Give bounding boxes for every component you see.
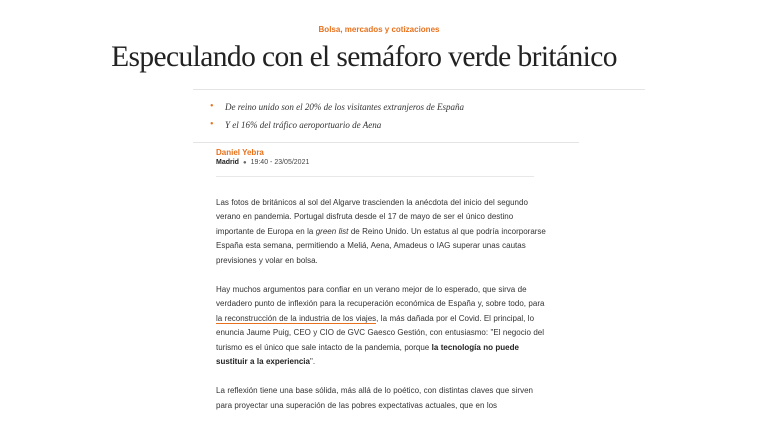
paragraph-text: ". bbox=[309, 357, 316, 367]
divider bbox=[216, 176, 534, 177]
summary-bullet bbox=[210, 118, 464, 136]
section-label[interactable]: Bolsa, mercados y cotizaciones bbox=[318, 25, 440, 34]
bullet-icon: • bbox=[210, 101, 214, 112]
bullet-icon: • bbox=[210, 119, 214, 130]
paragraph-text: La reflexión tiene una base sólida, más allá de lo poético, con distintas claves que sirven para proyectar una superación de las pobres expectativas actuales, que en los bbox=[216, 386, 533, 410]
paragraph bbox=[216, 283, 546, 369]
paragraph bbox=[216, 384, 546, 413]
author-link[interactable]: Daniel Yebra bbox=[216, 148, 264, 157]
summary-bullet-text: De reino unido son el 20% de los visitantes extranjeros de España bbox=[225, 102, 465, 112]
separator-dot-icon: ● bbox=[242, 160, 247, 166]
location: Madrid bbox=[216, 159, 239, 166]
bold-text: la tecnología no puede sustituir a la experiencia bbox=[216, 342, 519, 367]
divider bbox=[193, 89, 645, 90]
paragraph-text: Hay muchos argumentos para confiar en un verano mejor de lo esperado, que sirva de verdadero punto de inflexión para la recuperación económica de España y, sobre todo, para bbox=[216, 285, 545, 309]
paragraph-text: Las fotos de británicos al sol del Algarve trascienden la anécdota del inicio del segundo verano en pandemia. Portugal disfruta desde el 17 de mayo de ser el único destino importante de Europa en la bbox=[216, 198, 528, 236]
article-meta bbox=[216, 159, 309, 166]
article-headline: Especulando con el semáforo verde británico bbox=[111, 41, 617, 73]
summary-bullet-text: Y el 16% del tráfico aeroportuario de Aena bbox=[225, 120, 382, 130]
article-body bbox=[216, 196, 546, 428]
summary-bullets bbox=[210, 100, 464, 136]
summary-bullet bbox=[210, 100, 464, 118]
paragraph-text: de Reino Unido. Un estatus al que podría incorporarse España esta semana, permitiendo a Meliá, Aena, Amadeus o IAG superar unas cautas previsiones y volar en bolsa. bbox=[216, 226, 546, 265]
emphasis-text: green list bbox=[315, 226, 349, 236]
publish-datetime: 19:40 - 23/05/2021 bbox=[250, 159, 310, 166]
paragraph bbox=[216, 196, 546, 268]
paragraph-text: , la más dañada por el Covid. El principal, lo enuncia Jaume Puig, CEO y CIO de GVC Gaesco Gestión, con entusiasmo: "El negocio del turismo es el único que sale intacto de la pandemia, porque bbox=[216, 313, 545, 352]
inline-link[interactable]: la reconstrucción de la industria de los viajes bbox=[216, 313, 377, 323]
divider bbox=[193, 142, 579, 143]
